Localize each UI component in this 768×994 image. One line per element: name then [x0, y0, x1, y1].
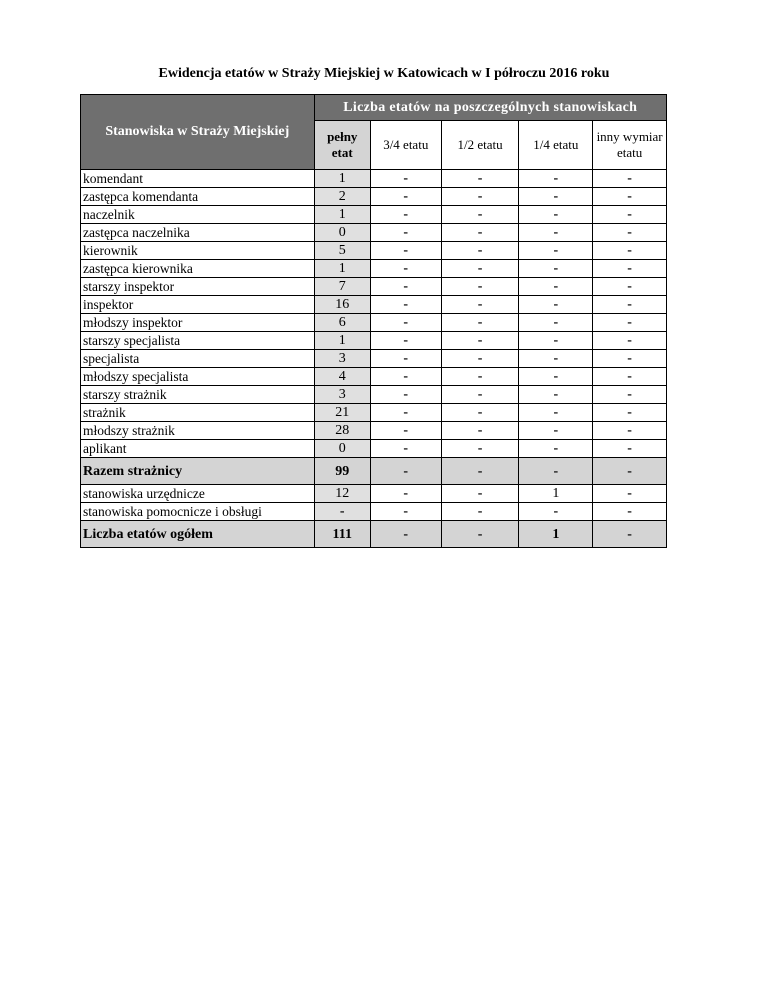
cell-value: - — [370, 332, 441, 350]
cell-value: 111 — [314, 521, 370, 548]
cell-value: 12 — [314, 485, 370, 503]
cell-value: - — [441, 386, 519, 404]
cell-value: - — [370, 386, 441, 404]
cell-value: - — [519, 170, 593, 188]
cell-value: - — [441, 170, 519, 188]
cell-value: - — [441, 206, 519, 224]
cell-value: 99 — [314, 458, 370, 485]
table-row — [81, 350, 667, 368]
cell-value: - — [519, 458, 593, 485]
row-label: kierownik — [81, 242, 315, 260]
document-title: Ewidencja etatów w Straży Miejskiej w Katowicach w I półroczu 2016 roku — [158, 66, 610, 81]
table-row — [81, 485, 667, 503]
cell-value: - — [370, 314, 441, 332]
row-label: młodszy strażnik — [81, 422, 315, 440]
col-full-time: pełny etat — [314, 121, 370, 170]
cell-value: - — [593, 188, 667, 206]
total-row — [81, 521, 667, 548]
cell-value: - — [593, 404, 667, 422]
cell-value: - — [593, 521, 667, 548]
cell-value: - — [593, 170, 667, 188]
cell-value: - — [441, 503, 519, 521]
cell-value: 7 — [314, 278, 370, 296]
row-label: stanowiska urzędnicze — [81, 485, 315, 503]
table-row — [81, 404, 667, 422]
row-label: zastępca komendanta — [81, 188, 315, 206]
cell-value: 3 — [314, 386, 370, 404]
cell-value: - — [519, 404, 593, 422]
row-label: strażnik — [81, 404, 315, 422]
cell-value: 0 — [314, 224, 370, 242]
cell-value: 28 — [314, 422, 370, 440]
cell-value: - — [593, 386, 667, 404]
row-label: aplikant — [81, 440, 315, 458]
col-three-quarter: 3/4 etatu — [370, 121, 441, 170]
cell-value: 1 — [519, 521, 593, 548]
cell-value: - — [370, 485, 441, 503]
cell-value: - — [441, 314, 519, 332]
cell-value: - — [370, 440, 441, 458]
cell-value: - — [519, 350, 593, 368]
cell-value: 21 — [314, 404, 370, 422]
cell-value: - — [441, 485, 519, 503]
cell-value: - — [370, 278, 441, 296]
cell-value: - — [441, 440, 519, 458]
cell-value: - — [370, 170, 441, 188]
table-row — [81, 224, 667, 242]
cell-value: - — [441, 260, 519, 278]
cell-value: - — [370, 260, 441, 278]
cell-value: - — [370, 404, 441, 422]
table-row — [81, 260, 667, 278]
cell-value: - — [519, 422, 593, 440]
cell-value: - — [593, 314, 667, 332]
table-row — [81, 278, 667, 296]
cell-value: - — [593, 242, 667, 260]
row-label: starszy specjalista — [81, 332, 315, 350]
cell-value: - — [370, 422, 441, 440]
row-label: młodszy specjalista — [81, 368, 315, 386]
table-row — [81, 242, 667, 260]
table-row — [81, 170, 667, 188]
cell-value: - — [441, 404, 519, 422]
cell-value: - — [519, 440, 593, 458]
cell-value: - — [593, 224, 667, 242]
cell-value: - — [370, 458, 441, 485]
row-label: stanowiska pomocnicze i obsługi — [81, 503, 315, 521]
cell-value: - — [593, 440, 667, 458]
cell-value: - — [441, 422, 519, 440]
cell-value: - — [370, 350, 441, 368]
row-label: specjalista — [81, 350, 315, 368]
cell-value: - — [370, 188, 441, 206]
cell-value: - — [370, 503, 441, 521]
cell-value: - — [593, 458, 667, 485]
cell-value: - — [519, 503, 593, 521]
table-row — [81, 188, 667, 206]
table-row — [81, 314, 667, 332]
cell-value: - — [314, 503, 370, 521]
cell-value: 4 — [314, 368, 370, 386]
row-label: Razem strażnicy — [81, 458, 315, 485]
cell-value: - — [519, 296, 593, 314]
table-row — [81, 368, 667, 386]
cell-value: 1 — [519, 485, 593, 503]
positions-body — [81, 170, 667, 548]
cell-value: - — [441, 242, 519, 260]
cell-value: - — [370, 296, 441, 314]
row-label: Liczba etatów ogółem — [81, 521, 315, 548]
cell-value: - — [441, 188, 519, 206]
cell-value: - — [370, 206, 441, 224]
row-label: inspektor — [81, 296, 315, 314]
table-row — [81, 206, 667, 224]
cell-value: 3 — [314, 350, 370, 368]
cell-value: 0 — [314, 440, 370, 458]
cell-value: - — [519, 224, 593, 242]
col-half: 1/2 etatu — [441, 121, 519, 170]
cell-value: - — [370, 242, 441, 260]
cell-value: 1 — [314, 206, 370, 224]
staffing-table — [80, 94, 667, 548]
cell-value: - — [519, 386, 593, 404]
table-row — [81, 386, 667, 404]
cell-value: - — [370, 521, 441, 548]
cell-value: - — [441, 224, 519, 242]
table-row — [81, 332, 667, 350]
cell-value: 1 — [314, 332, 370, 350]
subtotal-row — [81, 458, 667, 485]
cell-value: 6 — [314, 314, 370, 332]
cell-value: 5 — [314, 242, 370, 260]
cell-value: - — [519, 260, 593, 278]
cell-value: - — [593, 332, 667, 350]
table-row — [81, 296, 667, 314]
row-label: młodszy inspektor — [81, 314, 315, 332]
cell-value: - — [441, 350, 519, 368]
cell-value: - — [593, 296, 667, 314]
row-label: komendant — [81, 170, 315, 188]
cell-value: - — [441, 368, 519, 386]
group-header: Liczba etatów na poszczególnych stanowiskach — [314, 95, 666, 121]
cell-value: - — [441, 278, 519, 296]
cell-value: 2 — [314, 188, 370, 206]
cell-value: - — [519, 188, 593, 206]
cell-value: - — [519, 206, 593, 224]
col-other: inny wymiar etatu — [593, 121, 667, 170]
cell-value: - — [519, 368, 593, 386]
table-row — [81, 503, 667, 521]
row-label: naczelnik — [81, 206, 315, 224]
cell-value: - — [593, 206, 667, 224]
cell-value: - — [370, 368, 441, 386]
cell-value: - — [593, 350, 667, 368]
col-quarter: 1/4 etatu — [519, 121, 593, 170]
cell-value: - — [519, 332, 593, 350]
cell-value: - — [441, 458, 519, 485]
table-row — [81, 422, 667, 440]
cell-value: - — [370, 224, 441, 242]
cell-value: 16 — [314, 296, 370, 314]
cell-value: - — [519, 278, 593, 296]
cell-value: - — [441, 332, 519, 350]
cell-value: 1 — [314, 170, 370, 188]
cell-value: 1 — [314, 260, 370, 278]
row-label: starszy inspektor — [81, 278, 315, 296]
row-label: zastępca kierownika — [81, 260, 315, 278]
positions-header: Stanowiska w Straży Miejskiej — [81, 95, 315, 170]
cell-value: - — [441, 296, 519, 314]
cell-value: - — [593, 368, 667, 386]
cell-value: - — [593, 503, 667, 521]
cell-value: - — [593, 485, 667, 503]
row-label: starszy strażnik — [81, 386, 315, 404]
cell-value: - — [519, 314, 593, 332]
cell-value: - — [441, 521, 519, 548]
cell-value: - — [593, 260, 667, 278]
table-row — [81, 440, 667, 458]
row-label: zastępca naczelnika — [81, 224, 315, 242]
cell-value: - — [593, 422, 667, 440]
cell-value: - — [593, 278, 667, 296]
cell-value: - — [519, 242, 593, 260]
